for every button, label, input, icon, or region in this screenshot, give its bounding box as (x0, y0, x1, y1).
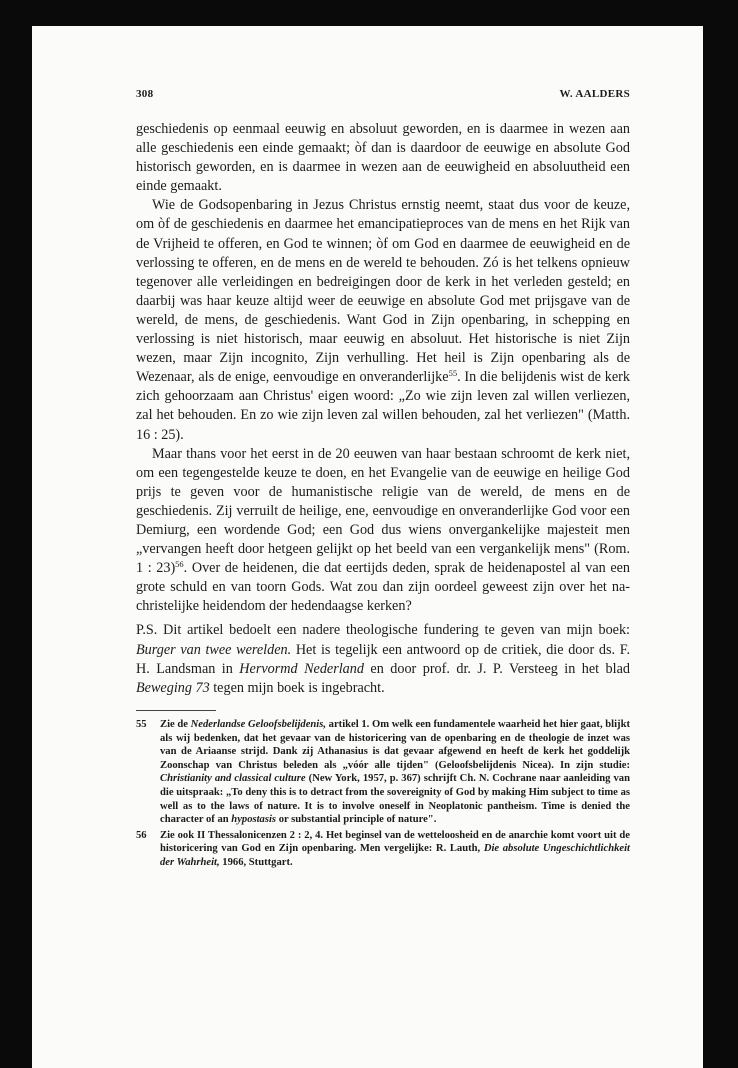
scan-border-right (703, 0, 738, 1068)
paragraph-2-text-b: . In die belijdenis wist de kerk zich gehoorzaam aan Christus' eigen woord: „Zo wie zijn leven zal willen verliezen, zal het behouden. En zo wie zijn leven zal willen behouden, zal het verliezen" (Matth. 16 : 25). (136, 369, 630, 443)
postscript (136, 621, 630, 697)
paragraph-3-text-b: . Over de heidenen, die dat eertijds deden, sprak de heidenapostel al van een grote schuld en van toorn Gods. Wat zou dan zijn oordeel geweest zijn over het na-christelijke heidendom der hedendaagse kerken? (136, 560, 631, 615)
footnote-italic: Christianity and classical culture (160, 773, 306, 785)
footnote-italic: Die absolute Ungeschichtlichkeit der Wahrheit, (160, 843, 630, 868)
footnote-italic: Nederlandse Geloofsbelijdenis, (190, 719, 327, 730)
paragraph-2 (136, 196, 630, 444)
postscript-journal-2: Beweging 73 (136, 679, 210, 696)
running-title: W. AALDERS (559, 88, 630, 100)
postscript-text-a: P.S. Dit artikel bedoelt een nadere theologische fundering te geven van mijn boek: (136, 622, 630, 639)
postscript-book-title: Burger van twee werelden. (136, 641, 292, 658)
footnote-text (160, 718, 630, 827)
body-text (136, 120, 630, 698)
footnotes (136, 718, 630, 872)
page-number: 308 (136, 88, 154, 100)
postscript-journal-1: Hervormd Nederland (239, 660, 364, 677)
footnote-number: 56 (136, 829, 147, 841)
footnote-text-part: 1966, Stuttgart. (219, 856, 293, 868)
footnote-ref-56[interactable]: 56 (175, 559, 184, 570)
postscript-text-c: en door prof. dr. J. P. Versteeg in het blad (363, 660, 630, 677)
footnote-text-part: Zie de (160, 719, 191, 730)
footnote-ref-55[interactable]: 55 (448, 368, 458, 379)
postscript-text-d: tegen mijn boek is ingebracht. (209, 679, 385, 696)
paragraph-1: geschiedenis op eenmaal eeuwig en absoluut geworden, en is daarmee in wezen aan alle geschiedenis een einde gemaakt; òf dan is daardoor de eeuwige en absolute God historisch geworden, en is daarmee in wezen aan de eeuwigheid en absoluutheid een einde gemaakt. (136, 121, 630, 195)
footnote-text-part: or substantial principle of nature". (276, 814, 437, 826)
footnote-text (160, 829, 630, 870)
paragraph-2-text-a: Wie de Godsopenbaring in Jezus Christus ernstig neemt, staat dus voor de keuze, om òf de geschiedenis en daarmee het emancipatieproces van de mens en het Rijk van de Vrijheid te offeren, en God te winnen; òf om God en daarmee de eeuwigheid en de verlossing te offeren, en de mens en de wereld te behouden. Zó is het telkens opnieuw tegenover alle verleidingen en bedreigingen door de kerk in het verleden gesteld; en daarbij was haar keuze altijd weer de eeuwige en absolute God met prijsgave van de wereld, de mens, de geschiedenis. Want God in Zijn openbaring, in schepping en verlossing is niet historisch, maar eeuwig en absoluut. Het historische is niet Zijn wezen, maar Zijn incognito, Zijn verhulling. Het heil is Zijn openbaring als de Wezenaar, als de enige, eenvoudige en onveranderlijke (136, 197, 630, 386)
footnote-number: 55 (136, 719, 147, 730)
footnote-text-part: Zie ook II Thessalonicenzen 2 : 2, 4. Het beginsel van de wetteloosheid en de anarchie komt voort uit de historicering van God en Zijn openbaring. Men vergelijke: R. Lauth, (160, 829, 630, 855)
footnote-55 (136, 718, 630, 827)
footnote-rule (136, 710, 216, 711)
footnote-56 (136, 829, 630, 870)
running-head (136, 88, 630, 100)
paragraph-3 (136, 445, 630, 617)
footnote-italic: hypostasis (231, 814, 277, 826)
postscript-text-b: Het is tegelijk een antwoord op de critiek, die door ds. F. H. Landsman in (136, 641, 630, 677)
paragraph-3-text-a: Maar thans voor het eerst in de 20 eeuwen van haar bestaan schroomt de kerk niet, om een tegengestelde keuze te doen, en het Evangelie van de eeuwige en heilige God prijs te geven voor de humanistische religie van de wereld, de mens en de geschiedenis. Zij verruilt de heilige, ene, eenvoudige en onveranderlijke God voor een Demiurg, een wordende God; een God dus wiens onvergankelijke majesteit men „vervangen heeft door hetgeen gelijkt op het beeld van een vergankelijk mens" (Rom. 1 : 23) (136, 445, 630, 577)
scan-border-left (0, 0, 32, 1068)
scan-border-top (0, 0, 738, 26)
footnote-text-part: artikel 1. Om welk een fundamentele waarheid het hier gaat, blijkt als wij bedenken, dat het gevaar van de historicering van de openbaring en de theologie de inzet was van de Ariaanse strijd. Dank zij Athanasius is dat gevaar afgewend en heeft de kerk het goddelijk Zoonschap van Christus beleden als „vóór alle tijden" (Geloofsbelijdenis Nicea). In zijn studie: (160, 719, 630, 771)
footnote-text-part: (New York, 1957, p. 367) schrijft Ch. N. Cochrane naar aanleiding van die uitspraak: „To deny this is to detract from the sovereignity of God by making Him subject to time as well as to the laws of nature. It is to involve oneself in Neoplatonic pantheism. Time is denied the character of an (160, 773, 630, 826)
